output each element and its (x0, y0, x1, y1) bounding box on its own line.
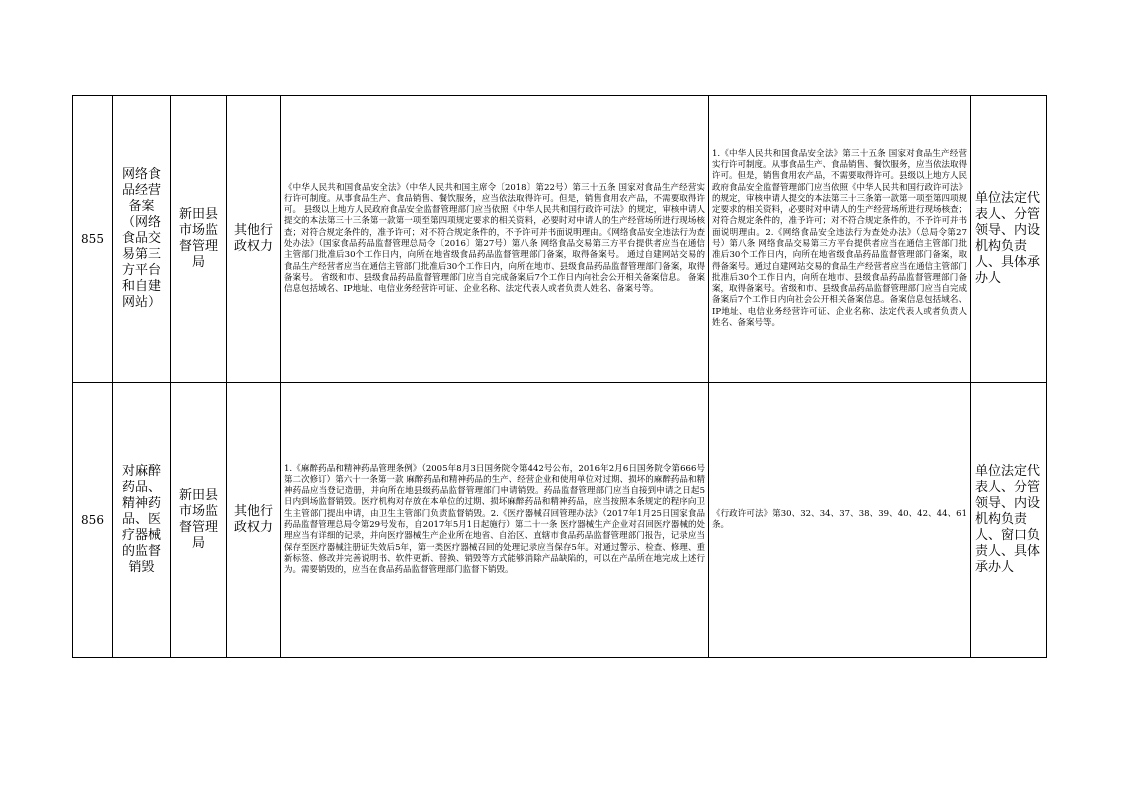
responsible-persons: 单位法定代表人、分管领导、内设机构负责人、具体承办人 (971, 96, 1047, 383)
table-row (73, 96, 1047, 383)
power-list-table (72, 95, 1047, 658)
implementing-department: 新田县市场监督管理局 (171, 96, 227, 383)
responsible-persons: 单位法定代表人、分管领导、内设机构负责人、窗口负责人、具体承办人 (971, 383, 1047, 658)
row-number: 855 (73, 96, 113, 383)
power-type: 其他行政权力 (227, 383, 281, 658)
law-reference: 《行政许可法》第30、32、34、37、38、39、40、42、44、61条。 (709, 383, 971, 658)
power-type: 其他行政权力 (227, 96, 281, 383)
row-number: 856 (73, 383, 113, 658)
implementing-department: 新田县市场监督管理局 (171, 383, 227, 658)
law-reference: 1.《中华人民共和国食品安全法》第三十五条 国家对食品生产经营实行许可制度。从事食品生产、食品销售、餐饮服务，应当依法取得许可。但是，销售食用农产品，不需要取得许可。县级以上地方人民政府食品安全监督管理部门应当依照《中华人民共和国行政许可法》的规定，审核申请人提交的本法第三十三条第一款第一项至第四项规定要求的相关资料，必要时对申请人的生产经营场所进行现场核查；对符合规定条件的，准予许可；对不符合规定条件的，不予许可并书面说明理由。2.《网络食品安全违法行为查处办法》（总局令第27号）第八条 网络食品交易第三方平台提供者应当在通信主管部门批准后30个工作日内，向所在地省级食品药品监督管理部门备案，取得备案号。通过自建网站交易的食品生产经营者应当在通信主管部门批准后30个工作日内，向所在地市、县级食品药品监督管理部门备案，取得备案号。省级和市、县级食品药品监督管理部门应当自完成备案后7个工作日内向社会公开相关备案信息。备案信息包括域名、IP地址、电信业务经营许可证、企业名称、法定代表人或者负责人姓名、备案号等。 (709, 96, 971, 383)
item-name: 网络食品经营备案（网络食品交易第三方平台和自建网站） (113, 96, 171, 383)
legal-basis: 《中华人民共和国食品安全法》（中华人民共和国主席令〔2018〕第22号）第三十五条 国家对食品生产经营实行许可制度。从事食品生产、食品销售、餐饮服务，应当依法取得许可。但是，销售食用农产品，不需要取得许可。 县级以上地方人民政府食品安全监督管理部门应当依照《中华人民共和国行政许可法》的规定，审核申请人提交的本法第三十三条第一款第一项至第四项规定要求的相关资料，必要时对申请人的生产经营场所进行现场核查；对符合规定条件的，准予许可；对不符合规定条件的，不予许可并书面说明理由。《网络食品安全违法行为查处办法》（国家食品药品监督管理总局令〔2016〕第27号）第八条 网络食品交易第三方平台提供者应当在通信主管部门批准后30个工作日内，向所在地省级食品药品监督管理部门备案，取得备案号。 通过自建网站交易的食品生产经营者应当在通信主管部门批准后30个工作日内，向所在地市、县级食品药品监督管理部门备案，取得备案号。 省级和市、县级食品药品监督管理部门应当自完成备案后7个工作日内向社会公开相关备案信息。 备案信息包括域名、IP地址、电信业务经营许可证、企业名称、法定代表人或者负责人姓名、备案号等。 (281, 96, 709, 383)
table-row (73, 383, 1047, 658)
item-name: 对麻醉药品、精神药品、医疗器械的监督销毁 (113, 383, 171, 658)
legal-basis: 1.《麻醉药品和精神药品管理条例》（2005年8月3日国务院令第442号公布，2016年2月6日国务院令第666号第二次修订）第六十一条第一款 麻醉药品和精神药品的生产、经营企业和使用单位对过期、损坏的麻醉药品和精神药品应当登记造册，并向所在地县级药品监督管理部门申请销毁。药品监督管理部门应当自接到申请之日起5日内到场监督销毁。医疗机构对存放在本单位的过期、损坏麻醉药品和精神药品，应当按照本条规定的程序向卫生主管部门提出申请，由卫生主管部门负责监督销毁。2.《医疗器械召回管理办法》（2017年1月25日国家食品药品监督管理总局令第29号发布，自2017年5月1日起施行）第二十一条 医疗器械生产企业对召回医疗器械的处理应当有详细的记录，并向医疗器械生产企业所在地省、自治区、直辖市食品药品监督管理部门报告，记录应当保存至医疗器械注册证失效后5年，第一类医疗器械召回的处理记录应当保存5年。对通过警示、检查、修理、重新标签、修改并完善说明书、软件更新、替换、销毁等方式能够消除产品缺陷的，可以在产品所在地完成上述行为。需要销毁的，应当在食品药品监督管理部门监督下销毁。 (281, 383, 709, 658)
